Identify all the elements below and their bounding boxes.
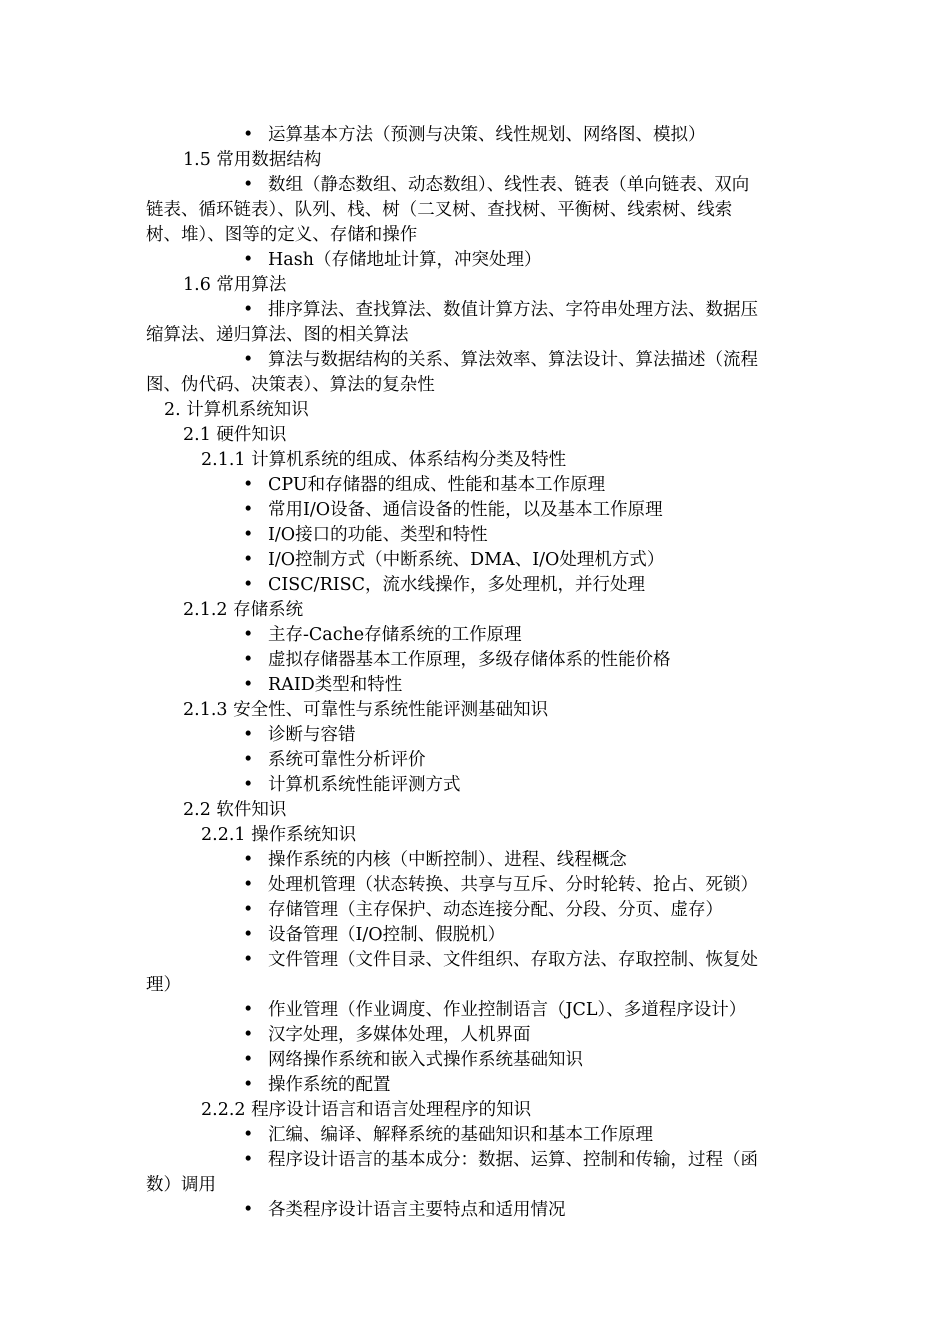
list-item: [146, 998, 806, 1023]
line-text: 文件管理（文件目录、文件组织、存取方法、存取控制、恢复处: [268, 950, 758, 970]
list-item: [146, 548, 806, 573]
list-item: [146, 873, 806, 898]
line-text: 2.1.2 存储系统: [183, 600, 304, 620]
bullet-icon: •: [243, 500, 254, 520]
subsection-heading: [146, 1098, 806, 1123]
continuation-line: 图、伪代码、决策表）、算法的复杂性: [146, 375, 435, 395]
section-heading: [146, 798, 806, 823]
line-text: 2. 计算机系统知识: [164, 400, 309, 420]
line-text: 运算基本方法（预测与决策、线性规划、网络图、模拟）: [268, 125, 706, 145]
line-text: 2.1.3 安全性、可靠性与系统性能评测基础知识: [183, 700, 549, 720]
bullet-icon: •: [243, 850, 254, 870]
list-item: [146, 623, 806, 648]
bullet-icon: •: [243, 625, 254, 645]
line-text: 设备管理（I/O控制、假脱机）: [268, 925, 506, 945]
bullet-icon: •: [243, 900, 254, 920]
list-item: [146, 173, 806, 198]
list-item: [146, 1148, 806, 1173]
line-text: 操作系统的内核（中断控制）、进程、线程概念: [268, 850, 627, 870]
bullet-icon: •: [243, 925, 254, 945]
line-text: 2.1.1 计算机系统的组成、体系结构分类及特性: [201, 450, 567, 470]
list-item: [146, 348, 806, 373]
line-text: CISC/RISC，流水线操作，多处理机，并行处理: [268, 575, 646, 595]
section-heading: [146, 273, 806, 298]
list-item: [146, 473, 806, 498]
list-item: [146, 1198, 806, 1223]
section-heading: [146, 423, 806, 448]
line-text: 2.2.1 操作系统知识: [201, 825, 357, 845]
line-text: Hash（存储地址计算，冲突处理）: [268, 250, 542, 270]
line-text: 1.6 常用算法: [183, 275, 287, 295]
bullet-icon: •: [243, 1125, 254, 1145]
bullet-icon: •: [243, 250, 254, 270]
line-text: 数组（静态数组、动态数组）、线性表、链表（单向链表、双向: [268, 175, 750, 195]
line-text: 算法与数据结构的关系、算法效率、算法设计、算法描述（流程: [268, 350, 758, 370]
list-item: [146, 848, 806, 873]
bullet-icon: •: [243, 350, 254, 370]
line-text: 网络操作系统和嵌入式操作系统基础知识: [268, 1050, 583, 1070]
list-item: [146, 898, 806, 923]
continuation-line: 链表、循环链表）、队列、栈、树（二叉树、查找树、平衡树、线索树、线索: [146, 200, 733, 220]
list-item: [146, 748, 806, 773]
bullet-icon: •: [243, 1150, 254, 1170]
subsection-heading: [146, 598, 806, 623]
bullet-icon: •: [243, 950, 254, 970]
bullet-icon: •: [243, 1075, 254, 1095]
bullet-icon: •: [243, 1000, 254, 1020]
line-text: 各类程序设计语言主要特点和适用情况: [268, 1200, 566, 1220]
bullet-icon: •: [243, 175, 254, 195]
continuation-line: 树、堆）、图等的定义、存储和操作: [146, 225, 418, 245]
line-text: 程序设计语言的基本成分：数据、运算、控制和传输，过程（函: [268, 1150, 758, 1170]
bullet-icon: •: [243, 125, 254, 145]
list-item: [146, 948, 806, 973]
bullet-icon: •: [243, 525, 254, 545]
subsection-heading: [146, 448, 806, 473]
line-text: I/O接口的功能、类型和特性: [268, 525, 488, 545]
list-item: [146, 123, 806, 148]
list-item: [146, 773, 806, 798]
list-item: [146, 673, 806, 698]
bullet-icon: •: [243, 475, 254, 495]
bullet-icon: •: [243, 575, 254, 595]
list-item: [146, 523, 806, 548]
chapter-heading: [146, 398, 806, 423]
line-text: 存储管理（主存保护、动态连接分配、分段、分页、虚存）: [268, 900, 723, 920]
line-text: 常用I/O设备、通信设备的性能，以及基本工作原理: [268, 500, 663, 520]
line-text: 处理机管理（状态转换、共享与互斥、分时轮转、抢占、死锁）: [268, 875, 758, 895]
line-text: 计算机系统性能评测方式: [268, 775, 461, 795]
list-item: [146, 498, 806, 523]
section-heading: [146, 148, 806, 173]
line-text: 汇编、编译、解释系统的基础知识和基本工作原理: [268, 1125, 653, 1145]
list-item: [146, 723, 806, 748]
line-text: RAID类型和特性: [268, 675, 403, 695]
continuation-line: 理）: [146, 975, 181, 995]
line-text: 2.1 硬件知识: [183, 425, 287, 445]
line-text: 2.2.2 程序设计语言和语言处理程序的知识: [201, 1100, 532, 1120]
list-item: [146, 573, 806, 598]
list-item: [146, 1048, 806, 1073]
list-item: [146, 1073, 806, 1098]
line-text: CPU和存储器的组成、性能和基本工作原理: [268, 475, 606, 495]
line-text: 排序算法、查找算法、数值计算方法、字符串处理方法、数据压: [268, 300, 758, 320]
line-text: 2.2 软件知识: [183, 800, 287, 820]
line-text: 诊断与容错: [268, 725, 356, 745]
subsection-heading: [146, 823, 806, 848]
bullet-icon: •: [243, 675, 254, 695]
list-item: [146, 298, 806, 323]
bullet-icon: •: [243, 550, 254, 570]
bullet-icon: •: [243, 775, 254, 795]
list-item: [146, 248, 806, 273]
list-item: [146, 1123, 806, 1148]
list-item: [146, 648, 806, 673]
line-text: 主存-Cache存储系统的工作原理: [268, 625, 522, 645]
bullet-icon: •: [243, 725, 254, 745]
line-text: 作业管理（作业调度、作业控制语言（JCL）、多道程序设计）: [268, 1000, 747, 1020]
line-text: 操作系统的配置: [268, 1075, 391, 1095]
bullet-icon: •: [243, 650, 254, 670]
line-text: 1.5 常用数据结构: [183, 150, 322, 170]
bullet-icon: •: [243, 1050, 254, 1070]
line-text: 汉字处理，多媒体处理，人机界面: [268, 1025, 531, 1045]
bullet-icon: •: [243, 1025, 254, 1045]
bullet-icon: •: [243, 1200, 254, 1220]
list-item: [146, 1023, 806, 1048]
line-text: 虚拟存储器基本工作原理，多级存储体系的性能价格: [268, 650, 671, 670]
bullet-icon: •: [243, 875, 254, 895]
line-text: 系统可靠性分析评价: [268, 750, 426, 770]
continuation-line: 数）调用: [146, 1175, 216, 1195]
subsection-heading: [146, 698, 806, 723]
bullet-icon: •: [243, 750, 254, 770]
line-text: I/O控制方式（中断系统、DMA、I/O处理机方式）: [268, 550, 665, 570]
list-item: [146, 923, 806, 948]
continuation-line: 缩算法、递归算法、图的相关算法: [146, 325, 409, 345]
bullet-icon: •: [243, 300, 254, 320]
